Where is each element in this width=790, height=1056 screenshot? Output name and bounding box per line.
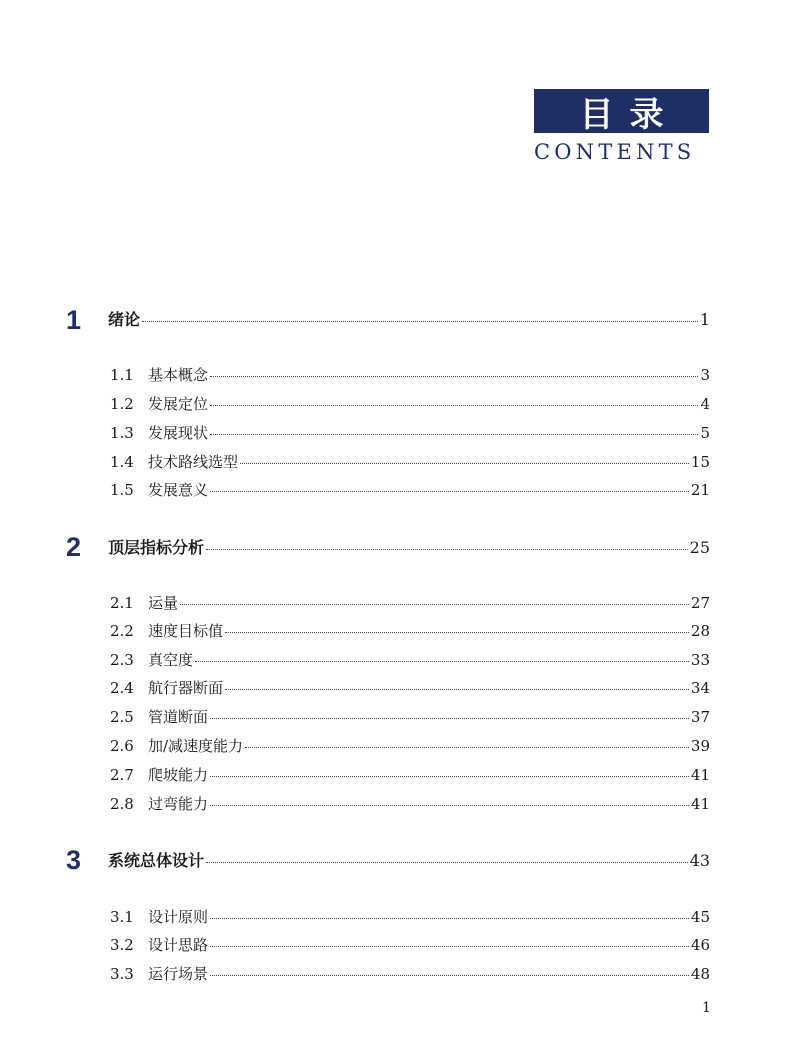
section-number: 1.4 xyxy=(110,453,134,471)
toc-entry-section[interactable] xyxy=(110,393,710,414)
toc-entry-section[interactable] xyxy=(110,934,710,955)
section-number: 3.2 xyxy=(110,936,134,954)
dot-leader xyxy=(210,918,689,919)
section-title: 运量 xyxy=(148,594,179,612)
toc-entry-section[interactable] xyxy=(110,677,710,698)
toc-entry-section[interactable] xyxy=(110,620,710,641)
section-number: 2.1 xyxy=(110,594,134,612)
toc-entry-section[interactable] xyxy=(110,451,710,472)
section-title: 管道断面 xyxy=(148,708,209,726)
section-number: 1.2 xyxy=(110,395,134,413)
toc-entry-section[interactable] xyxy=(110,764,710,785)
dot-leader xyxy=(210,376,698,377)
page-ref: 1 xyxy=(699,310,710,329)
section-title: 爬坡能力 xyxy=(148,766,209,784)
page-ref: 39 xyxy=(690,737,710,755)
dot-leader xyxy=(142,321,698,322)
page-ref: 34 xyxy=(690,679,710,697)
page-ref: 21 xyxy=(690,481,710,499)
dot-leader xyxy=(210,405,698,406)
section-number: 3.3 xyxy=(110,965,134,983)
dot-leader xyxy=(245,747,689,748)
toc-entry-section[interactable] xyxy=(110,422,710,443)
section-number: 2.6 xyxy=(110,737,134,755)
section-number: 3.1 xyxy=(110,908,134,926)
page-number: 1 xyxy=(702,1000,711,1016)
dot-leader xyxy=(206,862,688,863)
section-title: 速度目标值 xyxy=(148,622,224,640)
toc-entry-section[interactable] xyxy=(110,906,710,927)
dot-leader xyxy=(225,632,689,633)
dot-leader xyxy=(210,718,689,719)
page-ref: 28 xyxy=(690,622,710,640)
dot-leader xyxy=(225,689,689,690)
dot-leader xyxy=(240,463,689,464)
section-title: 技术路线选型 xyxy=(148,453,239,471)
section-title: 航行器断面 xyxy=(148,679,224,697)
section-title: 加/减速度能力 xyxy=(148,737,244,755)
section-number: 2.7 xyxy=(110,766,134,784)
page-ref: 15 xyxy=(690,453,710,471)
toc-entry-section[interactable] xyxy=(110,479,710,500)
chapter-number: 3 xyxy=(66,845,82,875)
page-ref: 5 xyxy=(700,424,710,442)
section-title: 设计思路 xyxy=(148,936,209,954)
page-ref: 45 xyxy=(690,908,710,926)
dot-leader xyxy=(210,946,689,947)
toc-entry-section[interactable] xyxy=(110,592,710,613)
page-ref: 43 xyxy=(689,851,710,870)
section-title: 真空度 xyxy=(148,651,194,669)
toc-title-cn: 目录 xyxy=(534,89,709,133)
page-ref: 4 xyxy=(700,395,710,413)
page-ref: 41 xyxy=(690,766,710,784)
dot-leader xyxy=(210,776,689,777)
page-ref: 3 xyxy=(700,366,710,384)
page-ref: 48 xyxy=(690,965,710,983)
section-title: 发展定位 xyxy=(148,395,209,413)
section-number: 2.3 xyxy=(110,651,134,669)
chapter-title: 系统总体设计 xyxy=(108,851,205,870)
section-title: 设计原则 xyxy=(148,908,209,926)
page-ref: 37 xyxy=(690,708,710,726)
dot-leader xyxy=(180,604,689,605)
toc-entry-section[interactable] xyxy=(110,364,710,385)
dot-leader xyxy=(210,975,689,976)
page-ref: 41 xyxy=(690,795,710,813)
section-title: 基本概念 xyxy=(148,366,209,384)
section-title: 过弯能力 xyxy=(148,795,209,813)
section-title: 发展意义 xyxy=(148,481,209,499)
toc-entry-section[interactable] xyxy=(110,706,710,727)
section-title: 运行场景 xyxy=(148,965,209,983)
dot-leader xyxy=(195,661,689,662)
chapter-number: 2 xyxy=(66,532,82,562)
section-number: 2.2 xyxy=(110,622,134,640)
page-ref: 25 xyxy=(689,538,710,557)
toc-entry-chapter-3[interactable] xyxy=(108,848,710,871)
toc-entry-chapter-1[interactable] xyxy=(108,307,710,330)
page-ref: 27 xyxy=(690,594,710,612)
toc-entry-section[interactable] xyxy=(110,963,710,984)
toc-entry-chapter-2[interactable] xyxy=(108,535,710,558)
section-number: 1.5 xyxy=(110,481,134,499)
chapter-title: 绪论 xyxy=(108,310,141,329)
section-title: 发展现状 xyxy=(148,424,209,442)
dot-leader xyxy=(210,434,698,435)
page-ref: 33 xyxy=(690,651,710,669)
section-number: 1.1 xyxy=(110,366,134,384)
page-ref: 46 xyxy=(690,936,710,954)
chapter-title: 顶层指标分析 xyxy=(108,538,205,557)
toc-title-en: CONTENTS xyxy=(534,140,696,164)
section-number: 1.3 xyxy=(110,424,134,442)
toc-entry-section[interactable] xyxy=(110,793,710,814)
toc-entry-section[interactable] xyxy=(110,735,710,756)
toc-entry-section[interactable] xyxy=(110,649,710,670)
dot-leader xyxy=(206,549,688,550)
section-number: 2.4 xyxy=(110,679,134,697)
dot-leader xyxy=(210,805,689,806)
section-number: 2.8 xyxy=(110,795,134,813)
dot-leader xyxy=(210,491,689,492)
chapter-number: 1 xyxy=(66,305,82,335)
section-number: 2.5 xyxy=(110,708,134,726)
